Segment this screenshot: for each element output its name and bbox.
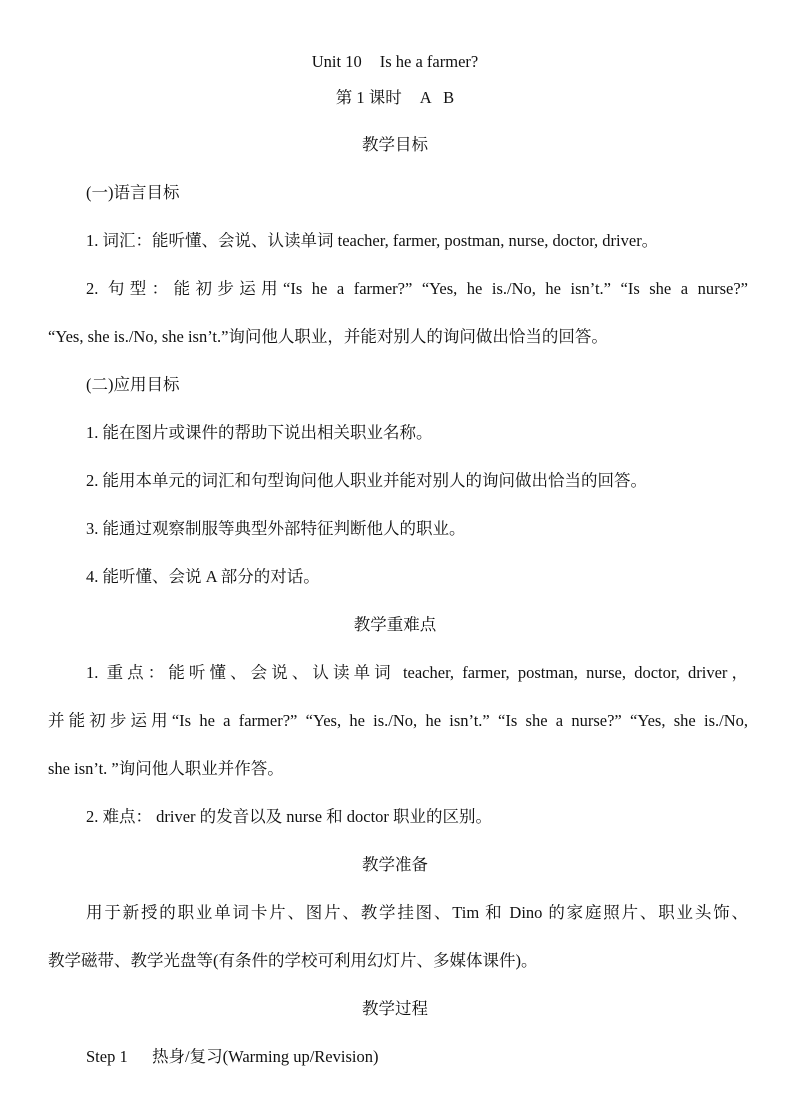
language-objective-heading: (一)语言目标 (86, 183, 180, 202)
application-objective-heading: (二)应用目标 (86, 375, 180, 394)
application-objective-item: 4. 能听懂、会说 A 部分的对话。 (86, 567, 320, 586)
lesson-subtitle (0, 86, 790, 110)
section-heading-preparation: 教学准备 (362, 855, 428, 874)
application-objective-item: 2. 能用本单元的词汇和句型询问他人职业并能对别人的询问做出恰当的回答。 (86, 471, 647, 490)
preparation-text-continued: 教学磁带、教学光盘等(有条件的学校可利用幻灯片、多媒体课件)。 (48, 951, 538, 970)
language-objective-item: 1. 词汇：能听懂、会说、认读单词 teacher, farmer, postman, nurse, doctor, driver。 (86, 231, 659, 250)
unit-title (0, 50, 790, 74)
process-step (86, 1045, 748, 1069)
language-objective-item: 2. 句型：能初步运用“Is he a farmer?” “Yes, he is./No, he isn’t.” “Is she a nurse?” (86, 279, 748, 298)
lesson-parts: A B (419, 88, 455, 107)
key-point-item-continued: 并能初步运用“Is he a farmer?” “Yes, he is./No, he isn’t.” “Is she a nurse?” “Yes, she is./No, (48, 711, 748, 730)
application-objective-item: 1. 能在图片或课件的帮助下说出相关职业名称。 (86, 423, 433, 442)
unit-number: Unit 10 (311, 52, 362, 71)
key-point-item-continued: she isn’t. ”询问他人职业并作答。 (48, 759, 284, 778)
step-title: 热身/复习(Warming up/Revision) (152, 1047, 379, 1066)
unit-question: Is he a farmer? (379, 52, 479, 71)
step-label: Step 1 (86, 1047, 128, 1066)
section-heading-process: 教学过程 (362, 999, 428, 1018)
preparation-text: 用于新授的职业单词卡片、图片、教学挂图、Tim 和 Dino 的家庭照片、职业头饰、 (86, 903, 748, 922)
application-objective-item: 3. 能通过观察制服等典型外部特征判断他人的职业。 (86, 519, 466, 538)
difficult-point-item: 2. 难点： driver 的发音以及 nurse 和 doctor 职业的区别。 (86, 807, 493, 826)
language-objective-item-continued: “Yes, she is./No, she isn’t.”询问他人职业，并能对别人的询问做出恰当的回答。 (48, 327, 608, 346)
key-point-item: 1. 重点：能听懂、会说、认读单词 teacher, farmer, postman, nurse, doctor, driver， (86, 663, 748, 682)
lesson-number: 第 1 课时 (335, 88, 402, 107)
section-heading-key-points: 教学重难点 (353, 615, 437, 634)
section-heading-objectives: 教学目标 (362, 135, 428, 154)
